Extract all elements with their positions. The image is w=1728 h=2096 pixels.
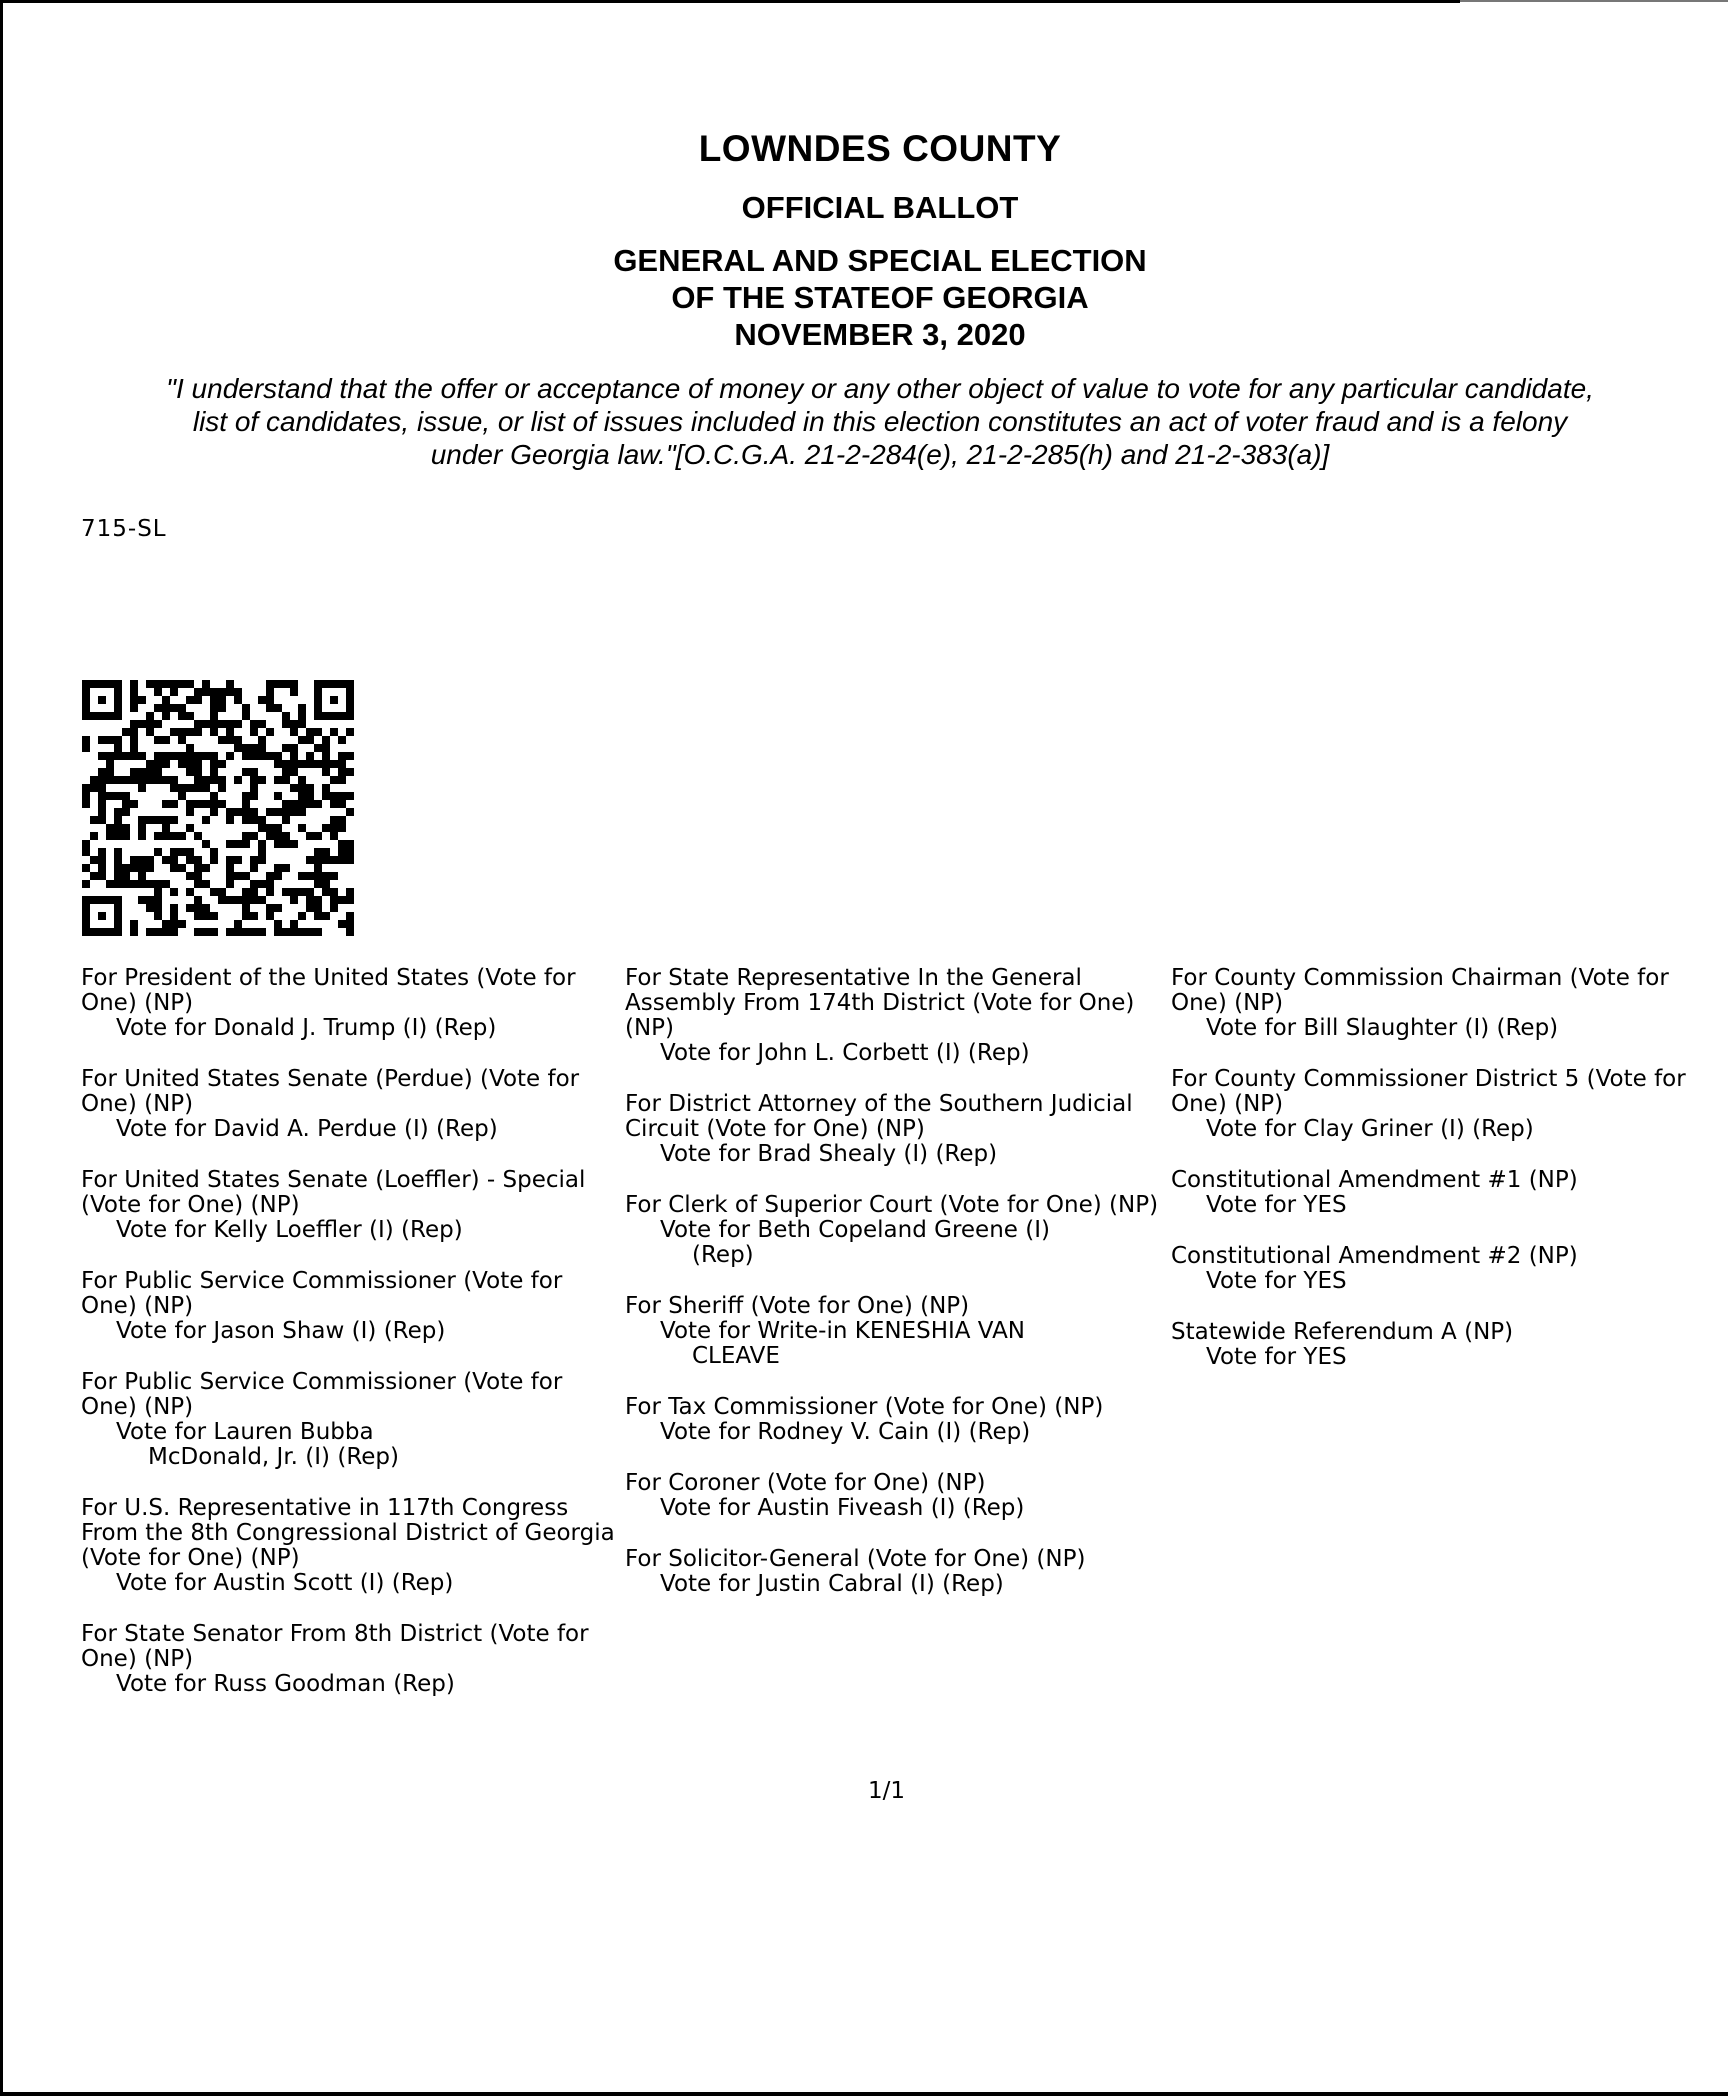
contest-item <box>625 1547 1170 1597</box>
contest-item <box>1171 966 1726 1041</box>
election-title <box>0 242 1728 353</box>
contest-title: For United States Senate (Perdue) (Vote for One) (NP) <box>81 1066 580 1117</box>
contest-title: For Tax Commissioner (Vote for One) (NP) <box>625 1394 1104 1420</box>
vote-selection: Vote for Kelly Loeffler (I) (Rep) <box>116 1217 463 1243</box>
contest-title: Constitutional Amendment #2 (NP) <box>1171 1243 1578 1269</box>
vote-selection: Vote for YES <box>1206 1344 1347 1370</box>
contest-item <box>81 1496 621 1596</box>
contest-title: For County Commission Chairman (Vote for One) (NP) <box>1171 965 1669 1016</box>
vote-selection: Vote for Jason Shaw (I) (Rep) <box>116 1318 446 1344</box>
election-line-1: GENERAL AND SPECIAL ELECTION <box>613 243 1147 278</box>
vote-selection: Vote for Write-in KENESHIA VAN <box>660 1318 1026 1344</box>
contest-item <box>625 1395 1170 1445</box>
contest-column-3 <box>1171 966 1726 1396</box>
contest-item <box>625 1294 1170 1369</box>
vote-selection-continued: (Rep) <box>692 1242 754 1268</box>
contest-title: For County Commissioner District 5 (Vote for One) (NP) <box>1171 1066 1686 1117</box>
vote-selection-continued: CLEAVE <box>692 1343 780 1369</box>
contest-title: For Sheriff (Vote for One) (NP) <box>625 1293 970 1319</box>
contest-title: For President of the United States (Vote for One) (NP) <box>81 965 576 1016</box>
vote-selection-continued: McDonald, Jr. (I) (Rep) <box>148 1444 399 1470</box>
vote-selection: Vote for Bill Slaughter (I) (Rep) <box>1206 1015 1559 1041</box>
vote-selection: Vote for David A. Perdue (I) (Rep) <box>116 1116 498 1142</box>
contest-item <box>81 1168 621 1243</box>
page-border-top <box>0 0 1460 3</box>
vote-selection: Vote for Russ Goodman (Rep) <box>116 1671 455 1697</box>
contest-column-2 <box>625 966 1170 1623</box>
vote-selection: Vote for Brad Shealy (I) (Rep) <box>660 1141 998 1167</box>
qr-code-icon <box>82 680 354 936</box>
vote-selection: Vote for John L. Corbett (I) (Rep) <box>660 1040 1030 1066</box>
vote-selection: Vote for Lauren Bubba <box>116 1419 374 1445</box>
page-border-top-faint <box>1460 0 1728 2</box>
contest-item <box>81 1370 621 1470</box>
oath-line-3: under Georgia law."[O.C.G.A. 21-2-284(e), 21-2-285(h) and 21-2-383(a)] <box>430 439 1330 470</box>
contest-title: For Clerk of Superior Court (Vote for One) (NP) <box>625 1192 1159 1218</box>
vote-selection: Vote for Austin Scott (I) (Rep) <box>116 1570 454 1596</box>
contest-title: For State Representative In the General Assembly From 174th District (Vote for One) (NP) <box>625 965 1135 1041</box>
contest-item <box>625 1193 1170 1268</box>
contest-title: For Coroner (Vote for One) (NP) <box>625 1470 986 1496</box>
contest-title: For District Attorney of the Southern Judicial Circuit (Vote for One) (NP) <box>625 1091 1133 1142</box>
vote-selection: Vote for Rodney V. Cain (I) (Rep) <box>660 1419 1031 1445</box>
oath-line-1: "I understand that the offer or acceptance of money or any other object of value to vote for any particular candidate, <box>166 373 1594 404</box>
contest-item <box>1171 1244 1726 1294</box>
contest-item <box>1171 1067 1726 1142</box>
contest-item <box>625 1471 1170 1521</box>
vote-selection: Vote for YES <box>1206 1192 1347 1218</box>
contest-title: Statewide Referendum A (NP) <box>1171 1319 1514 1345</box>
contest-item <box>1171 1320 1726 1370</box>
page-number: 1/1 <box>868 1778 906 1804</box>
vote-selection: Vote for YES <box>1206 1268 1347 1294</box>
ballot-style-code: 715-SL <box>81 516 167 542</box>
county-title: LOWNDES COUNTY <box>698 128 1062 169</box>
contest-item <box>81 1622 621 1697</box>
contest-column-1 <box>81 966 621 1723</box>
contest-title: For Public Service Commissioner (Vote for One) (NP) <box>81 1369 563 1420</box>
voter-fraud-oath <box>60 372 1700 471</box>
vote-selection: Vote for Clay Griner (I) (Rep) <box>1206 1116 1534 1142</box>
contest-item <box>81 1269 621 1344</box>
contest-title: Constitutional Amendment #1 (NP) <box>1171 1167 1578 1193</box>
election-line-2: OF THE STATEOF GEORGIA <box>671 280 1089 315</box>
contest-title: For U.S. Representative in 117th Congress From the 8th Congressional District of Georgia (Vote for One) (NP) <box>81 1495 615 1571</box>
contest-item <box>1171 1168 1726 1218</box>
vote-selection: Vote for Justin Cabral (I) (Rep) <box>660 1571 1004 1597</box>
contest-item <box>81 1067 621 1142</box>
contest-title: For State Senator From 8th District (Vote for One) (NP) <box>81 1621 589 1672</box>
contest-item <box>81 966 621 1041</box>
contest-title: For Solicitor-General (Vote for One) (NP) <box>625 1546 1086 1572</box>
contest-item <box>625 1092 1170 1167</box>
page-border-bottom <box>0 2092 1728 2096</box>
vote-selection: Vote for Beth Copeland Greene (I) <box>660 1217 1050 1243</box>
contest-title: For United States Senate (Loeffler) - Special (Vote for One) (NP) <box>81 1167 586 1218</box>
vote-selection: Vote for Austin Fiveash (I) (Rep) <box>660 1495 1025 1521</box>
oath-line-2: list of candidates, issue, or list of issues included in this election constitutes an act of voter fraud and is a felony <box>192 406 1568 437</box>
ballot-type-title: OFFICIAL BALLOT <box>741 190 1019 225</box>
election-date: NOVEMBER 3, 2020 <box>734 317 1026 352</box>
vote-selection: Vote for Donald J. Trump (I) (Rep) <box>116 1015 497 1041</box>
contest-title: For Public Service Commissioner (Vote for One) (NP) <box>81 1268 563 1319</box>
contest-item <box>625 966 1170 1066</box>
